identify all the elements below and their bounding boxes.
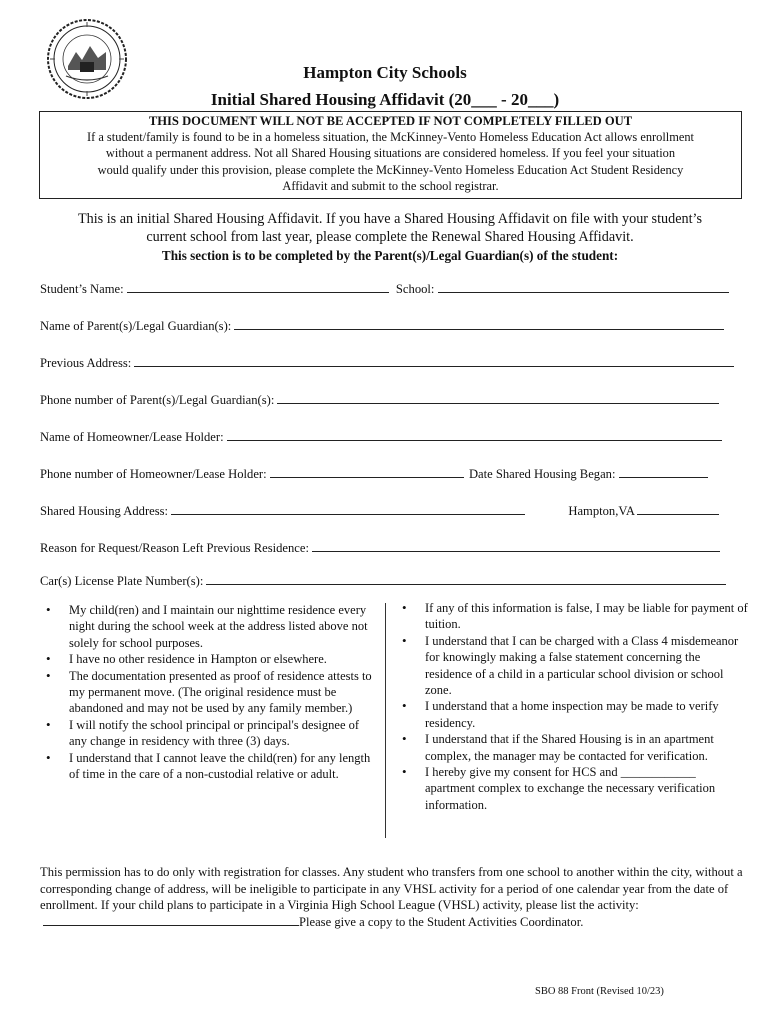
homeowner-name-field[interactable]	[227, 429, 722, 441]
permission-tail: Please give a copy to the Student Activities Coordinator.	[299, 914, 584, 929]
parent-phone-label: Phone number of Parent(s)/Legal Guardian(s):	[40, 393, 275, 407]
school-label: School:	[395, 282, 435, 296]
document-title: Initial Shared Housing Affidavit (20___ - 20___)	[210, 90, 560, 109]
list-item: • I have no other residence in Hampton or elsewhere.	[40, 651, 380, 667]
city-field[interactable]	[637, 503, 719, 515]
homeowner-name-label: Name of Homeowner/Lease Holder:	[40, 430, 224, 444]
student-name-row	[40, 281, 729, 297]
notice-line: If a student/family is found to be in a homeless situation, the McKinney-Vento Homeless Education Act allows enrollment	[86, 130, 695, 145]
list-item: • I understand that I can be charged with a Class 4 misdemeanor for knowingly making a false statement concerning the residence of a child in a particular school division or school zone.	[396, 633, 748, 699]
notice-line: Affidavit and submit to the school registrar.	[282, 178, 499, 193]
notice-line: without a permanent address. Not all Shared Housing situations are considered homeless. If you feel your situation	[105, 146, 676, 161]
reason-row	[40, 540, 720, 556]
permission-text: This permission has to do only with registration for classes. Any student who transfers from one school to another within the city, without a corresponding change of address, will be ineligible to participate in any VHSL activity for a period of one calendar year from the date of enrollment. If your child plans to participate in a Virginia High School League (VHSL) activity, please list the activity:	[40, 865, 743, 912]
notice-warning: THIS DOCUMENT WILL NOT BE ACCEPTED IF NOT COMPLETELY FILLED OUT	[148, 114, 633, 128]
homeowner-name-row	[40, 429, 722, 445]
shared-address-label: Shared Housing Address:	[40, 504, 169, 518]
left-acknowledgement-list	[40, 602, 380, 782]
notice-box	[39, 111, 742, 199]
date-began-field[interactable]	[619, 466, 708, 478]
intro-line: This is an initial Shared Housing Affidavit. If you have a Shared Housing Affidavit on file with your student’s	[77, 211, 703, 227]
activity-field[interactable]	[43, 914, 299, 926]
date-began-label: Date Shared Housing Began:	[468, 467, 616, 481]
shared-address-field[interactable]	[171, 503, 525, 515]
right-acknowledgement-list	[396, 600, 748, 813]
reason-label: Reason for Request/Reason Left Previous Residence:	[40, 541, 309, 555]
organization-title: Hampton City Schools	[303, 63, 467, 82]
homeowner-phone-field[interactable]	[270, 466, 464, 478]
list-item: • I will notify the school principal or principal's designee of any change in residency with three (3) days.	[40, 717, 380, 750]
intro-line: current school from last year, please complete the Renewal Shared Housing Affidavit.	[146, 229, 634, 245]
parent-name-label: Name of Parent(s)/Legal Guardian(s):	[40, 319, 232, 333]
form-revision-footer: SBO 88 Front (Revised 10/23)	[535, 986, 664, 997]
list-item: • I understand that if the Shared Housing is in an apartment complex, the manager may be contacted for verification.	[396, 731, 748, 764]
intro-instruction: This section is to be completed by the Parent(s)/Legal Guardian(s) of the student:	[161, 248, 619, 263]
list-item: • I hereby give my consent for HCS and ____________ apartment complex to exchange the necessary verification information.	[396, 764, 748, 813]
reason-field[interactable]	[312, 540, 720, 552]
parent-phone-row	[40, 392, 719, 408]
homeowner-phone-label: Phone number of Homeowner/Lease Holder:	[40, 467, 267, 481]
column-divider	[385, 603, 386, 838]
parent-phone-field[interactable]	[277, 392, 719, 404]
parent-name-row	[40, 318, 724, 334]
school-seal-logo	[46, 18, 128, 100]
student-name-field[interactable]	[127, 281, 389, 293]
list-item: • I understand that a home inspection may be made to verify residency.	[396, 698, 748, 731]
list-item: • I understand that I cannot leave the child(ren) for any length of time in the care of a non-custodial relative or adult.	[40, 750, 380, 783]
student-name-label: Student’s Name:	[40, 282, 124, 296]
list-item: • If any of this information is false, I may be liable for payment of tuition.	[396, 600, 748, 633]
notice-line: would qualify under this provision, please complete the McKinney-Vento Homeless Education Act Student Residency	[97, 162, 684, 177]
list-item: • The documentation presented as proof of residence attests to my permanent move. (The original residence must be abandoned and may not be used by any family member.)	[40, 668, 380, 717]
homeowner-phone-row	[40, 466, 708, 482]
previous-address-row	[40, 355, 734, 371]
list-item: • My child(ren) and I maintain our nighttime residence every night during the school week at the address listed above not solely for school purposes.	[40, 602, 380, 651]
previous-address-label: Previous Address:	[40, 356, 132, 370]
license-plate-row	[40, 573, 726, 589]
permission-paragraph	[40, 864, 752, 930]
license-plate-label: Car(s) License Plate Number(s):	[40, 574, 204, 588]
license-plate-field[interactable]	[206, 573, 726, 585]
previous-address-field[interactable]	[134, 355, 734, 367]
school-field[interactable]	[438, 281, 729, 293]
parent-name-field[interactable]	[234, 318, 724, 330]
city-state-label: Hampton,VA	[568, 504, 635, 518]
shared-address-row	[40, 503, 719, 519]
